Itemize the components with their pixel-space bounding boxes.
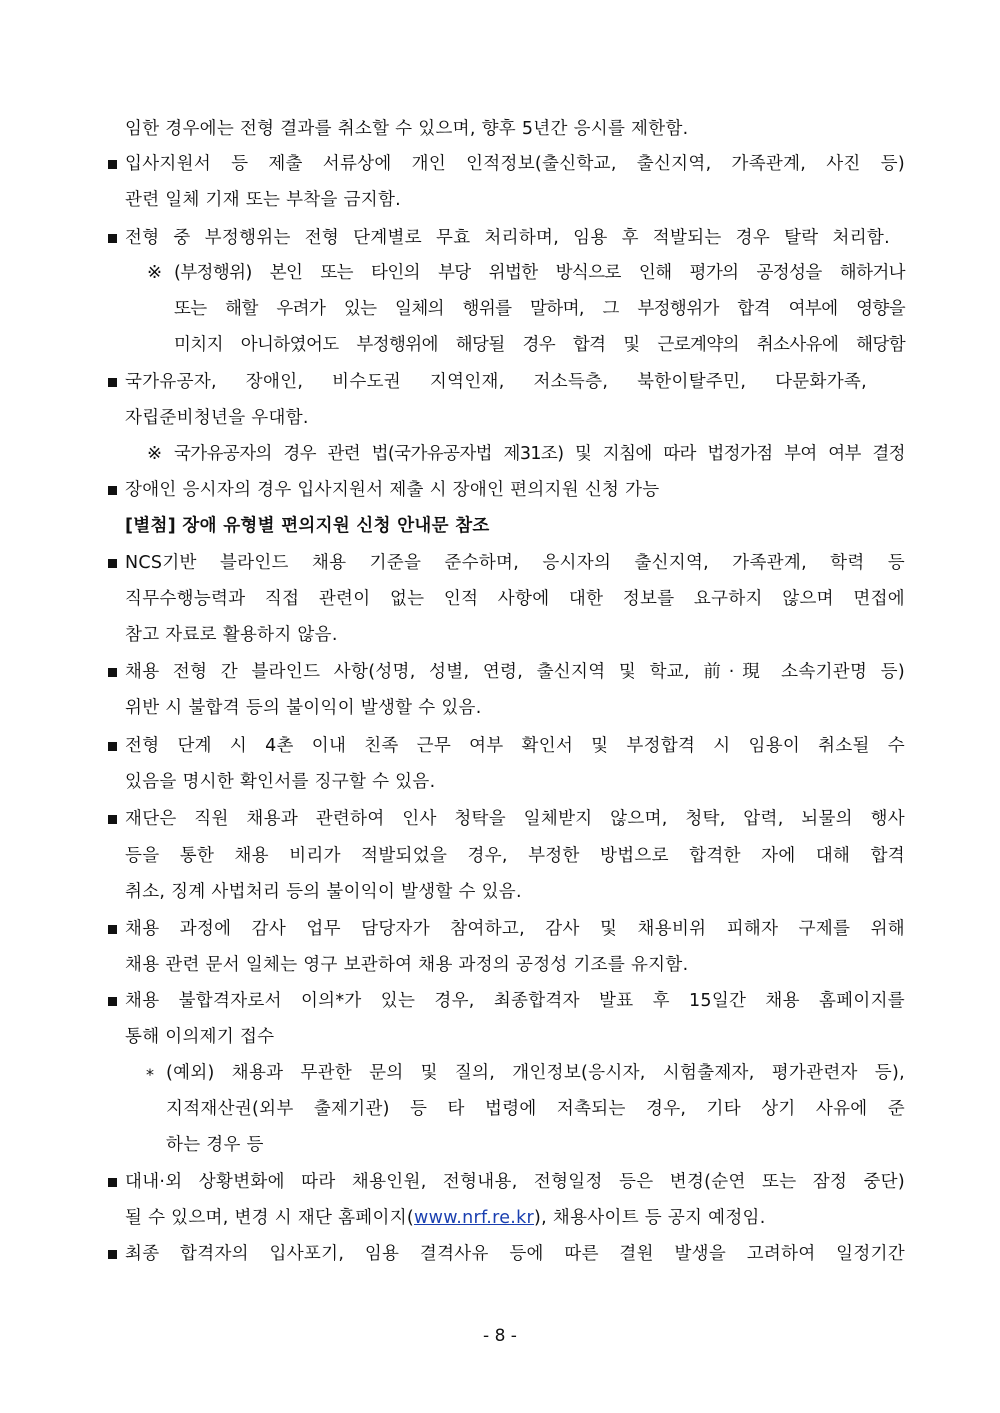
text-segment: 될 수 있으며, 변경 시 재단 홈페이지( <box>125 1208 415 1228</box>
text-line: 입사지원서 등 제출 서류상에 개인 인적정보(출신학교, 출신지역, 가족관계, 사진 등) <box>125 154 905 174</box>
text-line: 전형 단계 시 4촌 이내 친족 근무 여부 확인서 및 부정합격 시 임용이 취소될 수 <box>125 736 905 756</box>
bullet-square <box>108 486 117 495</box>
text-line: NCS기반 블라인드 채용 기준을 준수하며, 응시자의 출신지역, 가족관계, 학력 등 <box>125 553 905 573</box>
text-line: 또는 해할 우려가 있는 일체의 행위를 말하며, 그 부정행위가 합격 여부에 영향을 <box>174 299 905 319</box>
text-line: (예외) 채용과 무관한 문의 및 질의, 개인정보(응시자, 시험출제자, 평가관련자 등), <box>166 1063 905 1083</box>
bullet-square <box>108 925 117 934</box>
text-line: 채용 전형 간 블라인드 사항(성명, 성별, 연령, 출신지역 및 학교, 前·現 소속기관명 등) <box>125 662 905 682</box>
text-line: (부정행위) 본인 또는 타인의 부당 위법한 방식으로 인해 평가의 공정성을 해하거나 <box>174 263 905 283</box>
text-line: 채용 불합격자로서 이의*가 있는 경우, 최종합격자 발표 후 15일간 채용 홈페이지를 <box>125 991 905 1011</box>
text-line: 통해 이의제기 접수 <box>125 1027 275 1047</box>
text-line: 대내·외 상황변화에 따라 채용인원, 전형내용, 전형일정 등은 변경(순연 또는 잠정 중단) <box>125 1172 905 1192</box>
text-line: 관련 일체 기재 또는 부착을 금지함. <box>125 190 402 210</box>
page-number: - 8 - <box>483 1326 517 1346</box>
text-line: 직무수행능력과 직접 관련이 없는 인적 사항에 대한 정보를 요구하지 않으며 면접에 <box>125 589 905 609</box>
text-line: 장애인 응시자의 경우 입사지원서 제출 시 장애인 편의지원 신청 가능 <box>125 480 660 500</box>
text-line: 채용 과정에 감사 업무 담당자가 참여하고, 감사 및 채용비위 피해자 구제를 위해 <box>125 919 905 939</box>
text-line <box>125 1205 766 1231</box>
text-line: 있음을 명시한 확인서를 징구할 수 있음. <box>125 772 436 792</box>
bullet-square <box>108 815 117 824</box>
text-line: 임한 경우에는 전형 결과를 취소할 수 있으며, 향후 5년간 응시를 제한함. <box>125 119 689 139</box>
bullet-square <box>108 668 117 677</box>
text-line: 전형 중 부정행위는 전형 단계별로 무효 처리하며, 임용 후 적발되는 경우 탈락 처리함. <box>125 228 890 248</box>
text-line: 등을 통한 채용 비리가 적발되었을 경우, 부정한 방법으로 합격한 자에 대해 합격 <box>125 846 905 866</box>
bullet-square <box>108 997 117 1006</box>
text-line: 재단은 직원 채용과 관련하여 인사 청탁을 일체받지 않으며, 청탁, 압력, 뇌물의 행사 <box>125 809 905 829</box>
text-line: 미치지 아니하였어도 부정행위에 해당될 경우 합격 및 근로계약의 취소사유에 해당함 <box>174 335 905 355</box>
text-line: 채용 관련 문서 일체는 영구 보관하여 채용 과정의 공정성 기조를 유지함. <box>125 955 689 975</box>
text-line: 지적재산권(외부 출제기관) 등 타 법령에 저촉되는 경우, 기타 상기 사유에 준 <box>166 1099 905 1119</box>
reference-mark: ※ <box>147 262 163 283</box>
text-line: 참고 자료로 활용하지 않음. <box>125 625 338 645</box>
bullet-square <box>108 1178 117 1187</box>
bullet-square <box>108 559 117 568</box>
bullet-square <box>108 1250 117 1259</box>
bullet-square <box>108 234 117 243</box>
text-line: 국가유공자, 장애인, 비수도권 지역인재, 저소득층, 북한이탈주민, 다문화가족, <box>125 372 867 392</box>
bullet-square <box>108 742 117 751</box>
text-line: 취소, 징계 사법처리 등의 불이익이 발생할 수 있음. <box>125 882 522 902</box>
attachment-reference: [별첨] 장애 유형별 편의지원 신청 안내문 참조 <box>125 516 490 536</box>
bullet-square <box>108 160 117 169</box>
text-line: 국가유공자의 경우 관련 법(국가유공자법 제31조) 및 지침에 따라 법정가점 부여 여부 결정 <box>174 444 905 464</box>
bullet-square <box>108 378 117 387</box>
footnote-mark: * <box>146 1065 154 1084</box>
text-line: 위반 시 불합격 등의 불이익이 발생할 수 있음. <box>125 698 482 718</box>
nrf-homepage-link[interactable]: www.nrf.re.kr <box>414 1208 535 1228</box>
text-line: 최종 합격자의 입사포기, 임용 결격사유 등에 따른 결원 발생을 고려하여 일정기간 <box>125 1244 905 1264</box>
text-line: 자립준비청년을 우대함. <box>125 408 309 428</box>
text-segment: ), 채용사이트 등 공지 예정임. <box>534 1208 766 1228</box>
text-line: 하는 경우 등 <box>166 1135 264 1155</box>
reference-mark: ※ <box>147 443 163 464</box>
